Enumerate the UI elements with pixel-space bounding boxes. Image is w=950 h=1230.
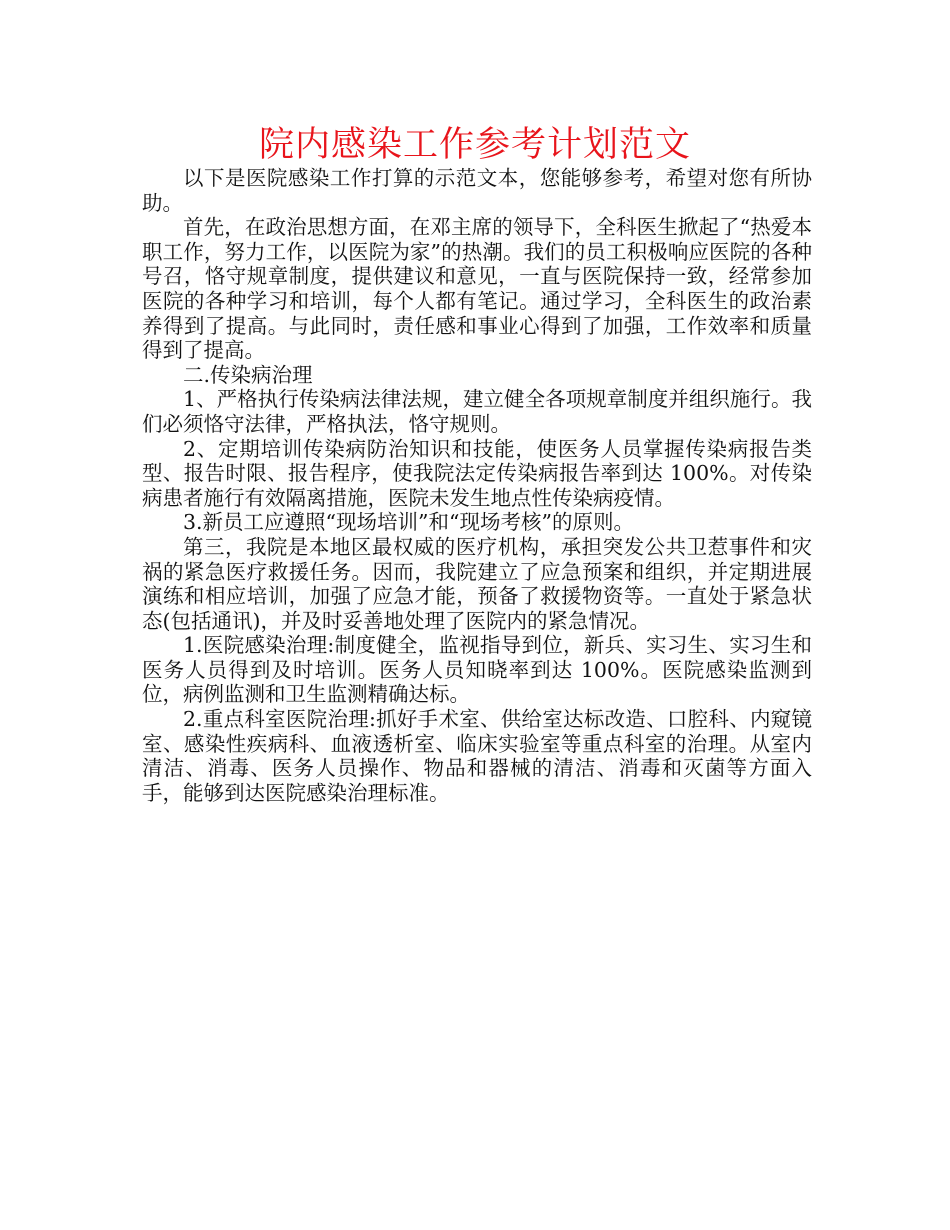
paragraph-item-1-laws: 1、严格执行传染病法律法规，建立健全各项规章制度并组织施行。我们必须恪守法律，严格执法，恪守规则。 [142, 387, 812, 436]
paragraph-key-departments: 2.重点科室医院治理:抓好手术室、供给室达标改造、口腔科、内窥镜室、感染性疾病科、血液透析室、临床实验室等重点科室的治理。从室内清洁、消毒、医务人员操作、物品和器械的清洁、消毒和灭菌等方面入手，能够到达医院感染治理标准。 [142, 707, 812, 805]
paragraph-item-2-training: 2、定期培训传染病防治知识和技能，使医务人员掌握传染病报告类型、报告时限、报告程序，使我院法定传染病报告率到达 100%。对传染病患者施行有效隔离措施，医院未发生地点性传染病疫情。 [142, 436, 812, 510]
paragraph-infection-control: 1.医院感染治理:制度健全，监视指导到位，新兵、实习生、实习生和医务人员得到及时培训。医务人员知晓率到达 100%。医院感染监测到位，病例监测和卫生监测精确达标。 [142, 633, 812, 707]
document-body [142, 166, 812, 805]
paragraph-emergency-response: 第三，我院是本地区最权威的医疗机构，承担突发公共卫惹事件和灾祸的紧急医疗救援任务。因而，我院建立了应急预案和组织，并定期进展演练和相应培训，加强了应急才能，预备了救援物资等。一直处于紧急状态(包括通讯)，并及时妥善地处理了医院内的紧急情况。 [142, 534, 812, 633]
paragraph-item-3-new-staff: 3.新员工应遵照“现场培训”和“现场考核”的原则。 [183, 510, 634, 535]
section-heading-infectious-disease: 二.传染病治理 [183, 362, 313, 387]
paragraph-political-thought: 首先，在政治思想方面，在邓主席的领导下，全科医生掀起了“热爱本职工作，努力工作，以医院为家”的热潮。我们的员工积极响应医院的各种号召，恪守规章制度，提供建议和意见，一直与医院保持一致，经常参加医院的各种学习和培训，每个人都有笔记。通过学习，全科医生的政治素养得到了提高。与此同时，责任感和事业心得到了加强，工作效率和质量得到了提高。 [142, 215, 812, 363]
document-title: 院内感染工作参考计划范文 [258, 125, 691, 165]
paragraph-intro: 以下是医院感染工作打算的示范文本，您能够参考，希望对您有所协助。 [142, 166, 812, 215]
